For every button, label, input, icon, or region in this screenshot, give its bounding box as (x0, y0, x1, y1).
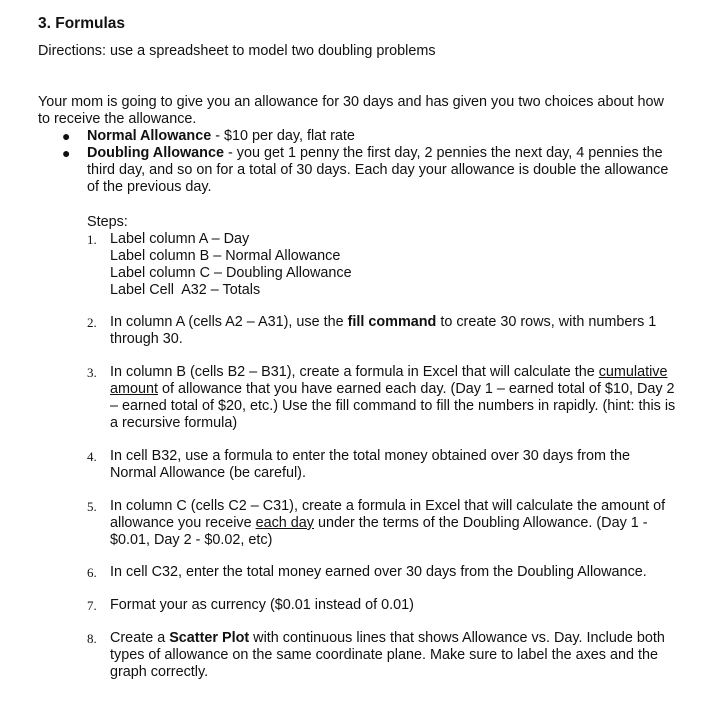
step-line: Label column A – Day (110, 231, 250, 247)
directions-text: Directions: use a spreadsheet to model two doubling problems (38, 43, 436, 59)
step-text: In column B (cells B2 – B31), create a formula in Excel that will calculate the (110, 364, 599, 380)
step-5 (87, 498, 677, 549)
step-7 (87, 597, 677, 614)
step-number: 3. (87, 365, 97, 380)
step-number: 2. (87, 315, 97, 330)
step-body (110, 314, 677, 348)
option-title: Doubling Allowance (87, 145, 224, 161)
step-emphasis: Scatter Plot (169, 630, 250, 646)
step-line: Label Cell A32 – Totals (110, 282, 261, 298)
step-number: 5. (87, 499, 97, 514)
step-body (110, 231, 677, 299)
step-1 (87, 231, 677, 299)
bullet-icon: ● (62, 128, 71, 144)
step-2 (87, 314, 677, 348)
intro-paragraph: Your mom is going to give you an allowance for 30 days and has given you two choices about how to receive the allowance. (38, 94, 664, 127)
step-body: Format your as currency ($0.01 instead of 0.01) (110, 597, 414, 613)
allowance-options-list (62, 128, 672, 196)
step-text: under the terms of the Doubling Allowance. (Day 1 - $0.01, Day 2 - $0.02, etc) (110, 515, 648, 548)
step-text: Create a (110, 630, 170, 646)
step-text: to create 30 rows, with numbers 1 through 30. (110, 314, 657, 347)
step-number: 6. (87, 565, 97, 580)
option-description: - $10 per day, flat rate (211, 128, 355, 144)
section-heading: 3. Formulas (38, 15, 125, 32)
step-emphasis: fill command (347, 314, 437, 330)
list-item-normal-allowance (62, 128, 672, 145)
option-title: Normal Allowance (87, 128, 212, 144)
step-body: In cell C32, enter the total money earned over 30 days from the Doubling Allowance. (110, 564, 647, 580)
step-underline: cumulative amount (110, 364, 668, 397)
step-number: 1. (87, 232, 97, 247)
step-text: In column C (cells C2 – C31), create a formula in Excel that will calculate the amount of allowance you receive (110, 498, 666, 531)
step-body: In cell B32, use a formula to enter the total money obtained over 30 days from the Normal Allowance (be careful). (110, 448, 630, 481)
step-body (110, 364, 677, 432)
bullet-icon: ● (62, 145, 71, 161)
step-number: 8. (87, 631, 97, 646)
step-number: 4. (87, 449, 97, 464)
option-description: - you get 1 penny the first day, 2 pennies the next day, 4 pennies the third day, and so on for a total of 30 days. Each day your allowance is double the allowance of the previous day. (87, 145, 669, 195)
step-text: of allowance that you have earned each day. (Day 1 – earned total of $10, Day 2 – earned total of $20, etc.) Use the fill command to fill the numbers in rapidly. (hint: this is a recursive formula) (110, 381, 676, 431)
step-6 (87, 564, 677, 581)
step-4 (87, 448, 677, 482)
step-text: with continuous lines that shows Allowance vs. Day. Include both types of allowance on the same coordinate plane. Make sure to label the axes and the graph correctly. (110, 630, 665, 680)
step-body (110, 630, 677, 681)
step-text: In column A (cells A2 – A31), use the (110, 314, 348, 330)
list-item-doubling-allowance (62, 145, 672, 196)
step-number: 7. (87, 598, 97, 613)
steps-label: Steps: (87, 214, 128, 230)
step-8 (87, 630, 677, 681)
step-line: Label column B – Normal Allowance (110, 248, 341, 264)
step-3 (87, 364, 677, 432)
step-body (110, 498, 677, 549)
step-line: Label column C – Doubling Allowance (110, 265, 352, 281)
step-underline: each day (255, 515, 314, 531)
